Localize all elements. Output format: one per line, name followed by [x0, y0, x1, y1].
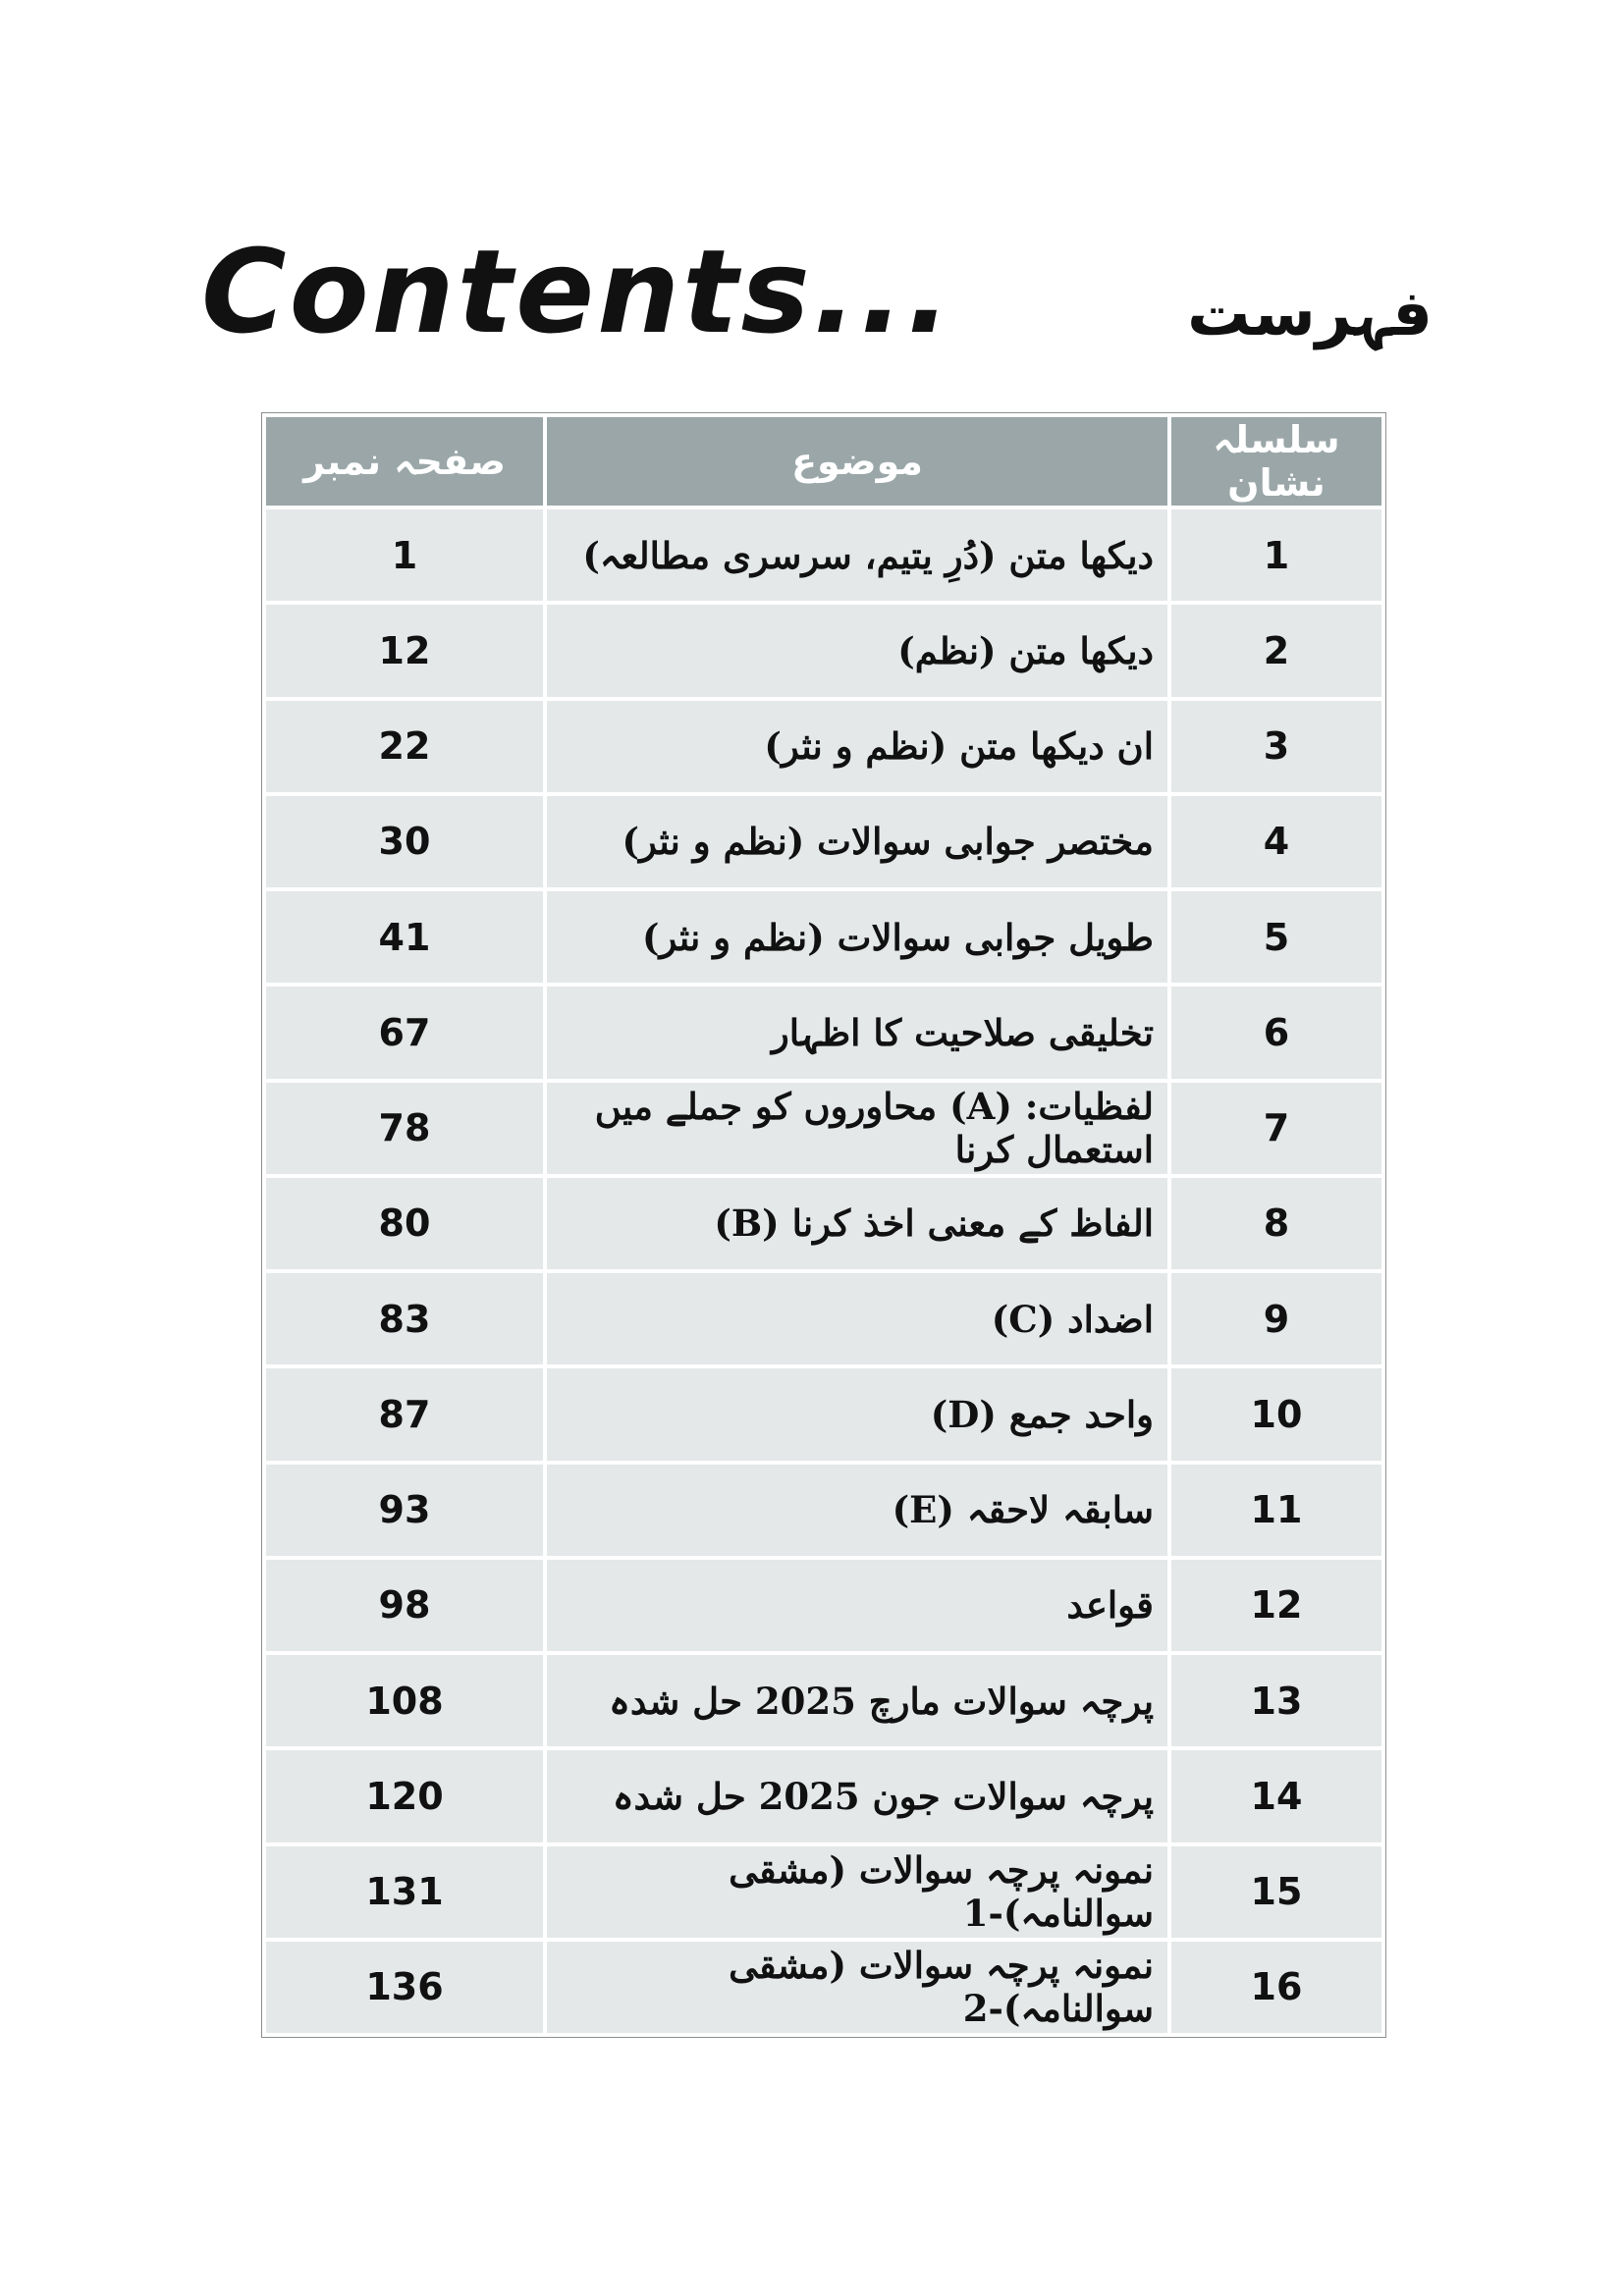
table-row — [266, 1465, 1381, 1556]
contents-table-grid — [262, 413, 1385, 2037]
topic-cell — [547, 509, 1167, 601]
page-number-cell: 30 — [266, 796, 543, 887]
serial-number-cell: 4 — [1171, 796, 1381, 887]
table-row — [266, 987, 1381, 1078]
topic-text: مختصر جوابی سوالات (نظم و نثر) — [622, 820, 1154, 864]
page-number-cell: 136 — [266, 1942, 543, 2033]
page-number-cell: 12 — [266, 605, 543, 696]
serial-number-cell: 8 — [1171, 1178, 1381, 1269]
topic-cell — [547, 1846, 1167, 1938]
topic-cell — [547, 1368, 1167, 1460]
serial-number-cell: 15 — [1171, 1846, 1381, 1938]
serial-number-cell: 9 — [1171, 1273, 1381, 1364]
table-row — [266, 509, 1381, 601]
page-number-cell: 1 — [266, 509, 543, 601]
page-title-english: Contents... — [201, 224, 954, 359]
topic-cell — [547, 1273, 1167, 1364]
topic-text: (C) اضداد — [991, 1297, 1154, 1341]
topic-cell — [547, 1942, 1167, 2033]
table-row — [266, 1750, 1381, 1842]
topic-cell — [547, 701, 1167, 792]
topic-cell — [547, 891, 1167, 983]
table-row — [266, 1083, 1381, 1174]
topic-cell — [547, 796, 1167, 887]
table-row — [266, 1846, 1381, 1938]
contents-table — [261, 412, 1386, 2038]
topic-cell — [547, 1655, 1167, 1746]
header-page-number: صفحہ نمبر — [266, 417, 543, 506]
table-row — [266, 1178, 1381, 1269]
topic-cell — [547, 1750, 1167, 1842]
serial-number-cell: 13 — [1171, 1655, 1381, 1746]
topic-text: دیکھا متن (نظم) — [897, 628, 1154, 672]
table-row — [266, 1655, 1381, 1746]
topic-text: (E) سابقہ لاحقہ — [892, 1488, 1154, 1532]
table-row — [266, 796, 1381, 887]
topic-cell — [547, 1178, 1167, 1269]
table-row — [266, 1273, 1381, 1364]
page-number-cell: 108 — [266, 1655, 543, 1746]
table-row — [266, 1368, 1381, 1460]
serial-number-cell: 1 — [1171, 509, 1381, 601]
page-number-cell: 67 — [266, 987, 543, 1078]
table-row — [266, 605, 1381, 696]
topic-text: طویل جوابی سوالات (نظم و نثر) — [641, 915, 1154, 959]
page-number-cell: 120 — [266, 1750, 543, 1842]
header-topic: موضوع — [547, 417, 1167, 506]
topic-cell — [547, 1465, 1167, 1556]
page-number-cell: 87 — [266, 1368, 543, 1460]
topic-text: پرچہ سوالات جون 2025 حل شدہ — [612, 1774, 1154, 1818]
page-number-cell: 131 — [266, 1846, 543, 1938]
topic-cell — [547, 605, 1167, 696]
serial-number-cell: 7 — [1171, 1083, 1381, 1174]
table-header-row — [266, 417, 1381, 506]
serial-number-cell: 14 — [1171, 1750, 1381, 1842]
topic-text: قواعد — [1066, 1583, 1154, 1628]
topic-text: لفظیات: (A) محاوروں کو جملے میں استعمال کرنا — [594, 1085, 1154, 1172]
topic-text: (D) واحد جمع — [930, 1392, 1154, 1436]
page-number-cell: 83 — [266, 1273, 543, 1364]
table-row — [266, 1560, 1381, 1651]
topic-text: دیکھا متن (دُرِ یتیم، سرسری مطالعہ) — [582, 533, 1154, 577]
serial-number-cell: 2 — [1171, 605, 1381, 696]
topic-text: نمونہ پرچہ سوالات (مشقی سوالنامہ)-2 — [729, 1944, 1154, 2031]
page-number-cell: 98 — [266, 1560, 543, 1651]
topic-cell — [547, 987, 1167, 1078]
header-serial-number: سلسلہ نشان — [1171, 417, 1381, 506]
topic-cell — [547, 1083, 1167, 1174]
serial-number-cell: 6 — [1171, 987, 1381, 1078]
table-row — [266, 891, 1381, 983]
topic-text: (B) الفاظ کے معنی اخذ کرنا — [714, 1201, 1154, 1246]
serial-number-cell: 12 — [1171, 1560, 1381, 1651]
table-row — [266, 701, 1381, 792]
page-number-cell: 80 — [266, 1178, 543, 1269]
serial-number-cell: 11 — [1171, 1465, 1381, 1556]
page-number-cell: 93 — [266, 1465, 543, 1556]
serial-number-cell: 3 — [1171, 701, 1381, 792]
serial-number-cell: 16 — [1171, 1942, 1381, 2033]
topic-cell — [547, 1560, 1167, 1651]
page-number-cell: 22 — [266, 701, 543, 792]
serial-number-cell: 10 — [1171, 1368, 1381, 1460]
topic-text: ان دیکھا متن (نظم و نثر) — [764, 724, 1154, 769]
topic-text: نمونہ پرچہ سوالات (مشقی سوالنامہ)-1 — [729, 1848, 1154, 1936]
table-body — [266, 509, 1381, 2033]
page-number-cell: 41 — [266, 891, 543, 983]
serial-number-cell: 5 — [1171, 891, 1381, 983]
page-title-urdu: فہرست — [1187, 278, 1433, 350]
page-number-cell: 78 — [266, 1083, 543, 1174]
table-row — [266, 1942, 1381, 2033]
topic-text: پرچہ سوالات مارچ 2025 حل شدہ — [609, 1679, 1154, 1723]
topic-text: تخلیقی صلاحیت کا اظہار — [771, 1010, 1154, 1054]
